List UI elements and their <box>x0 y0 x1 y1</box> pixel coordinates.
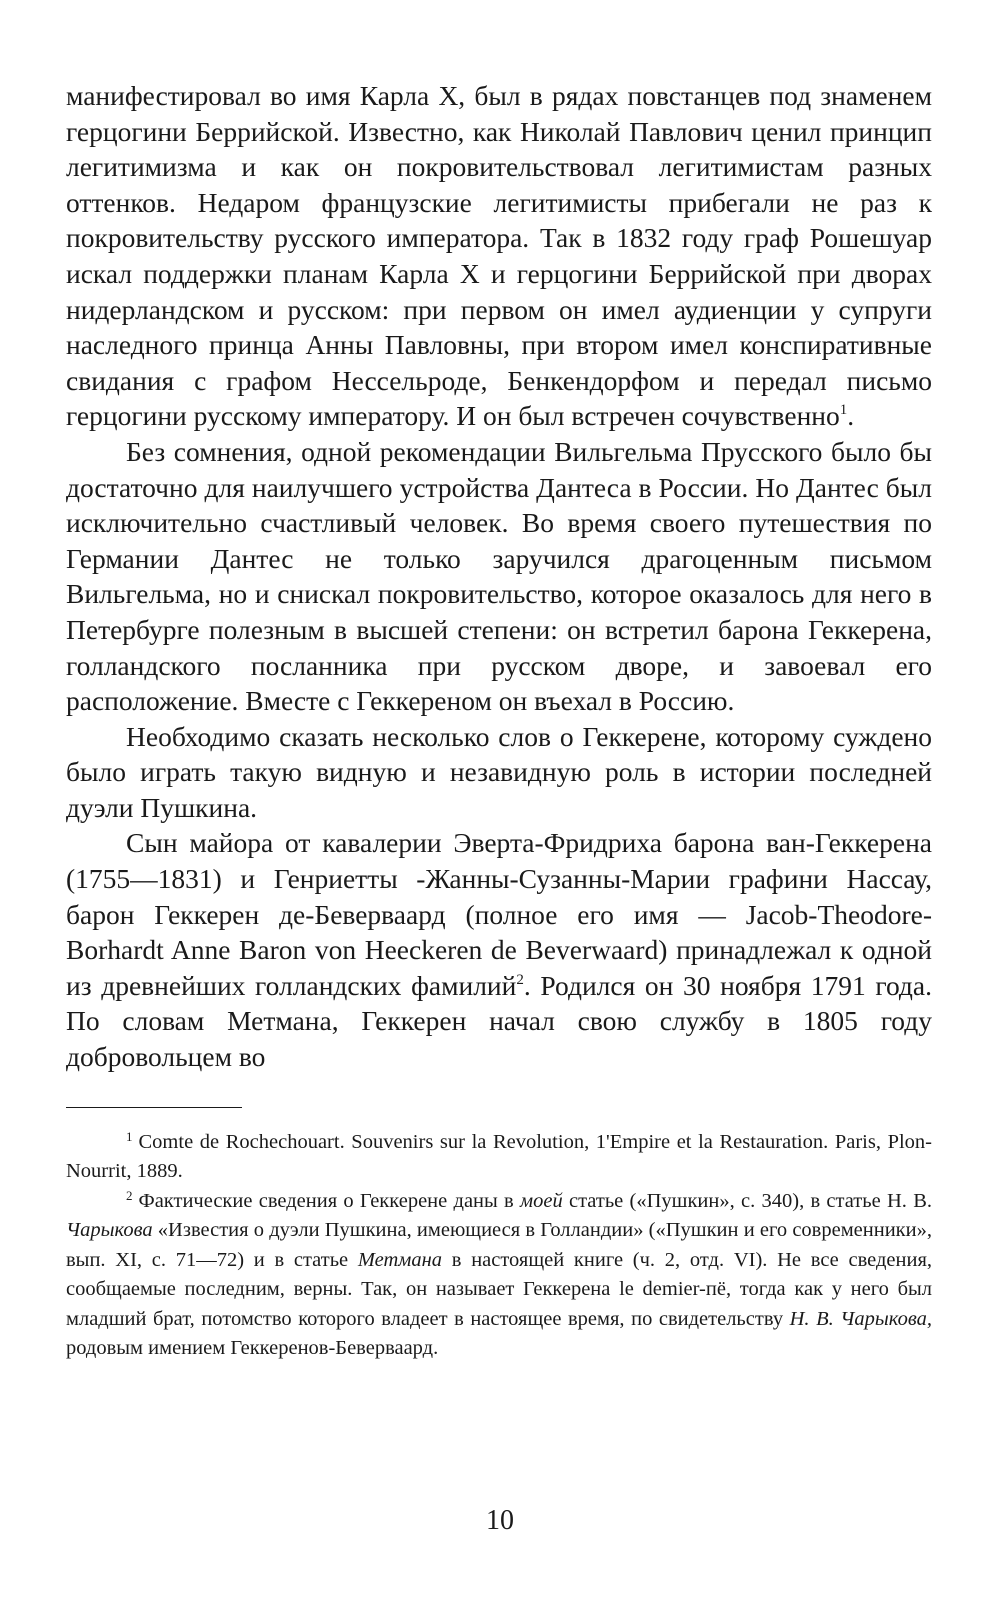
paragraph-4-rest: . Родился он 30 ноября 1791 года. По словам Метмана, Геккерен начал свою службу в 1805 году добровольцем во <box>66 969 932 1073</box>
footnote-2-text-5: родовым имением Геккеренов-Беверваард. <box>66 1337 439 1360</box>
footnote-2-italic-2: Чарыкова <box>66 1219 153 1242</box>
footnote-divider <box>66 1107 242 1108</box>
main-text <box>66 78 932 1075</box>
footnote-ref-2[interactable]: 2 <box>516 971 524 988</box>
footnote-2 <box>66 1187 932 1364</box>
footnotes <box>66 1128 932 1364</box>
footnote-2-italic-3: Метмана <box>357 1248 443 1271</box>
footnote-2-italic-4: Н. В. Чарыкова, <box>789 1307 932 1330</box>
footnote-2-text-4: в настоящей книге (ч. 2, отд. VI). Не все сведения, сообщаемые последним, верны. Так, он называет Геккерена le demier-пё, тогда как у него был младший брат, потомство которого владеет в настоящее время, по свидетельству <box>66 1248 932 1330</box>
footnote-ref-1[interactable]: 1 <box>839 402 848 419</box>
paragraph-1-end: . <box>847 400 855 432</box>
page-number: 10 <box>486 1505 514 1536</box>
paragraph-4 <box>66 825 932 1074</box>
footnote-1-text: Comte de Rochechouart. Souvenirs sur la Revolution, 1'Empire et la Restauration. Paris, Plon-Nourrit, 1889. <box>66 1130 932 1183</box>
footnote-1-number: 1 <box>126 1128 133 1144</box>
paragraph-4-text: Сын майора от кавалерии Эверта-Фридриха барона ван-Геккерена (1755—1831) и Генриетты -Жанны-Сузанны-Марии графини Нассау, барон Геккерен де-Беверваард (полное его имя — Jacob-Theodore-Borhardt Anne Baron von Heeckeren de Beverwaard) принадлежал к одной из древнейших голландских фамилий <box>66 827 932 1001</box>
paragraph-1-text: манифестировал во имя Карла Х, был в рядах повстанцев под знаменем герцогини Беррийской. Известно, как Николай Павлович ценил принцип легитимизма и как он покровительствовал легитимистам разных оттенков. Недаром французские легитимисты прибегали не раз к покровительству русского императора. Так в 1832 году граф Рошешуар искал поддержки планам Карла Х и герцогини Беррийской при дворах нидерландском и русском: при первом он имел аудиенции у супруги наследного принца Анны Павловны, при втором имел конспиративные свидания с графом Нессельроде, Бенкендорфом и передал письмо герцогини русскому императору. И он был встречен сочувственно <box>66 80 932 432</box>
footnote-2-text-2: статье («Пушкин», с. 340), в статье Н. В. <box>562 1189 932 1212</box>
book-page <box>66 78 932 1364</box>
footnote-1 <box>66 1128 932 1187</box>
footnote-2-italic-1: моей <box>520 1189 563 1212</box>
paragraph-2: Без сомнения, одной рекомендации Вильгельма Прусского было бы достаточно для наилучшего устройства Дантеса в России. Но Дантес был исключительно счастливый человек. Во время своего путешествия по Германии Дантес не только заручился драгоценным письмом Вильгельма, но и снискал покровительство, которое оказалось для него в Петербурге полезным в высшей степени: он встретил барона Геккерена, голландского посланника при русском дворе, и завоевал его расположение. Вместе с Геккереном он въехал в Россию. <box>66 435 932 717</box>
footnote-2-text-1: Фактические сведения о Геккерене даны в <box>138 1189 521 1212</box>
paragraph-3: Необходимо сказать несколько слов о Геккерене, которому суждено было играть такую видную и незавидную роль в истории последней дуэли Пушкина. <box>66 720 932 823</box>
paragraph-1 <box>66 78 932 434</box>
footnote-2-number: 2 <box>126 1187 133 1203</box>
footnote-2-text-3: «Известия о дуэли Пушкина, имеющиеся в Голландии» («Пушкин и его современники», вып. XI, с. 71—72) и в статье <box>66 1219 932 1271</box>
